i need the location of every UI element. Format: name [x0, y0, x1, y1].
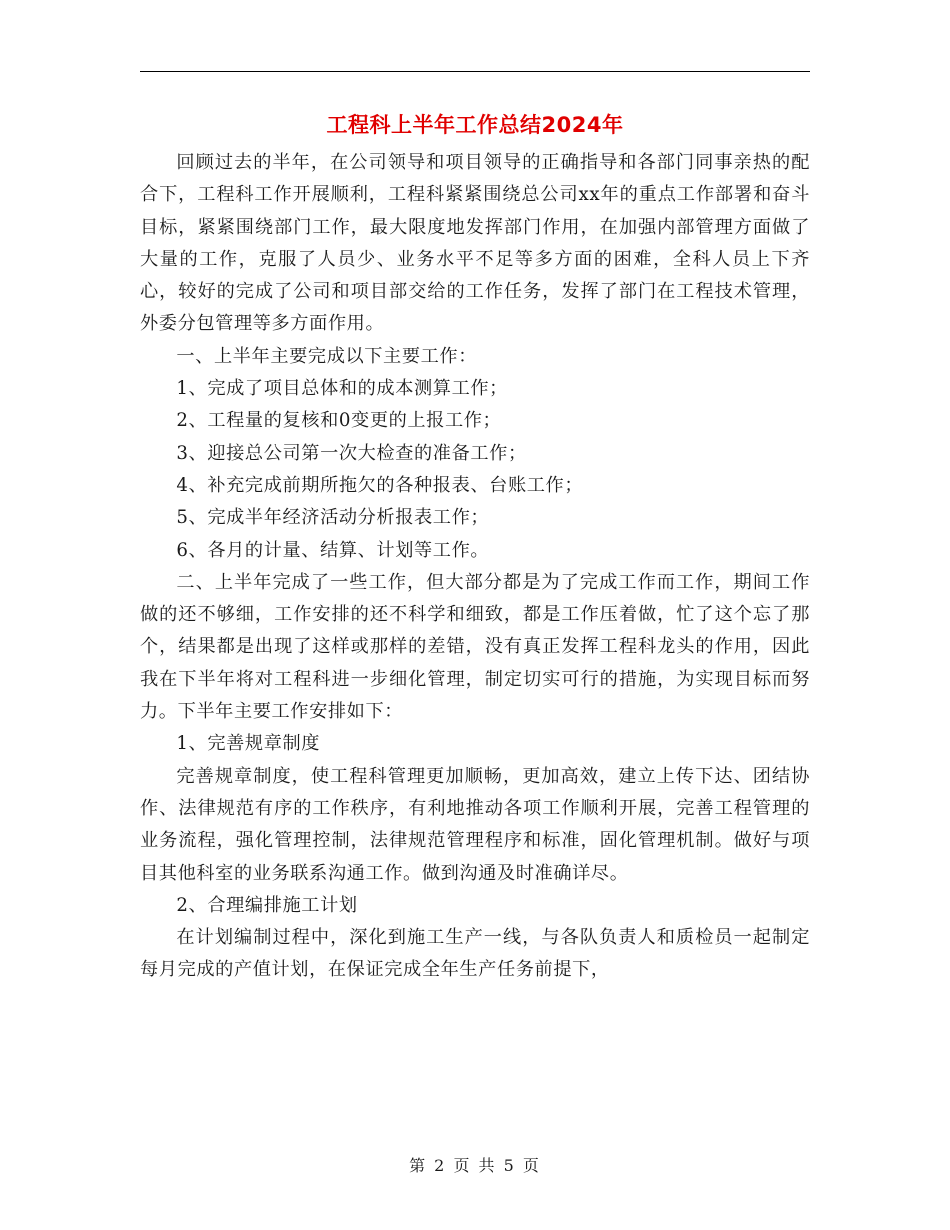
subsection-heading: 2、合理编排施工计划 — [176, 894, 358, 916]
paragraph: 完善规章制度，使工程科管理更加顺畅，更加高效，建立上传下达、团结协作、法律规范有序的工作秩序，有利地推动各项工作顺利开展，完善工程管理的业务流程，强化管理控制，法律规范管理程序和标准，固化管理机制。做好与项目其他科室的业务联系沟通工作。做到沟通及时准确详尽。 — [140, 765, 810, 884]
page-number-footer: 第 2 页 共 5 页 — [409, 1156, 541, 1175]
header-rule — [140, 71, 810, 72]
paragraph-intro: 回顾过去的半年，在公司领导和项目领导的正确指导和各部门同事亲热的配合下，工程科工作开展顺利，工程科紧紧围绕总公司xx年的重点工作部署和奋斗目标，紧紧围绕部门工作，最大限度地发挥部门作用，在加强内部管理方面做了大量的工作，克服了人员少、业务水平不足等多方面的困难，全科人员上下齐心，较好的完成了公司和项目部交给的工作任务，发挥了部门在工程技术管理，外委分包管理等多方面作用。 — [140, 152, 810, 335]
subsection-heading: 1、完善规章制度 — [176, 733, 321, 755]
list-item: 1、完成了项目总体和的成本测算工作； — [176, 378, 508, 400]
section-heading-1: 一、上半年主要完成以下主要工作： — [176, 345, 477, 367]
document-body — [140, 147, 810, 987]
section-heading-2: 二、上半年完成了一些工作，但大部分都是为了完成工作而工作，期间工作做的还不够细，工作安排的还不科学和细致，都是工作压着做，忙了这个忘了那个，结果都是出现了这样或那样的差错，没有真正发挥工程科龙头的作用，因此我在下半年将对工程科进一步细化管理，制定切实可行的措施，为实现目标而努力。下半年主要工作安排如下： — [140, 571, 810, 723]
paragraph: 在计划编制过程中，深化到施工生产一线，与各队负责人和质检员一起制定每月完成的产值计划，在保证完成全年生产任务前提下， — [140, 927, 810, 981]
document-title: 工程科上半年工作总结2024年 — [326, 113, 624, 137]
list-item: 3、迎接总公司第一次大检查的准备工作； — [176, 442, 527, 464]
list-item: 2、工程量的复核和0变更的上报工作； — [176, 410, 502, 432]
list-item: 5、完成半年经济活动分析报表工作； — [176, 507, 490, 529]
list-item: 6、各月的计量、结算、计划等工作。 — [176, 539, 490, 561]
list-item: 4、补充完成前期所拖欠的各种报表、台账工作； — [176, 474, 584, 496]
